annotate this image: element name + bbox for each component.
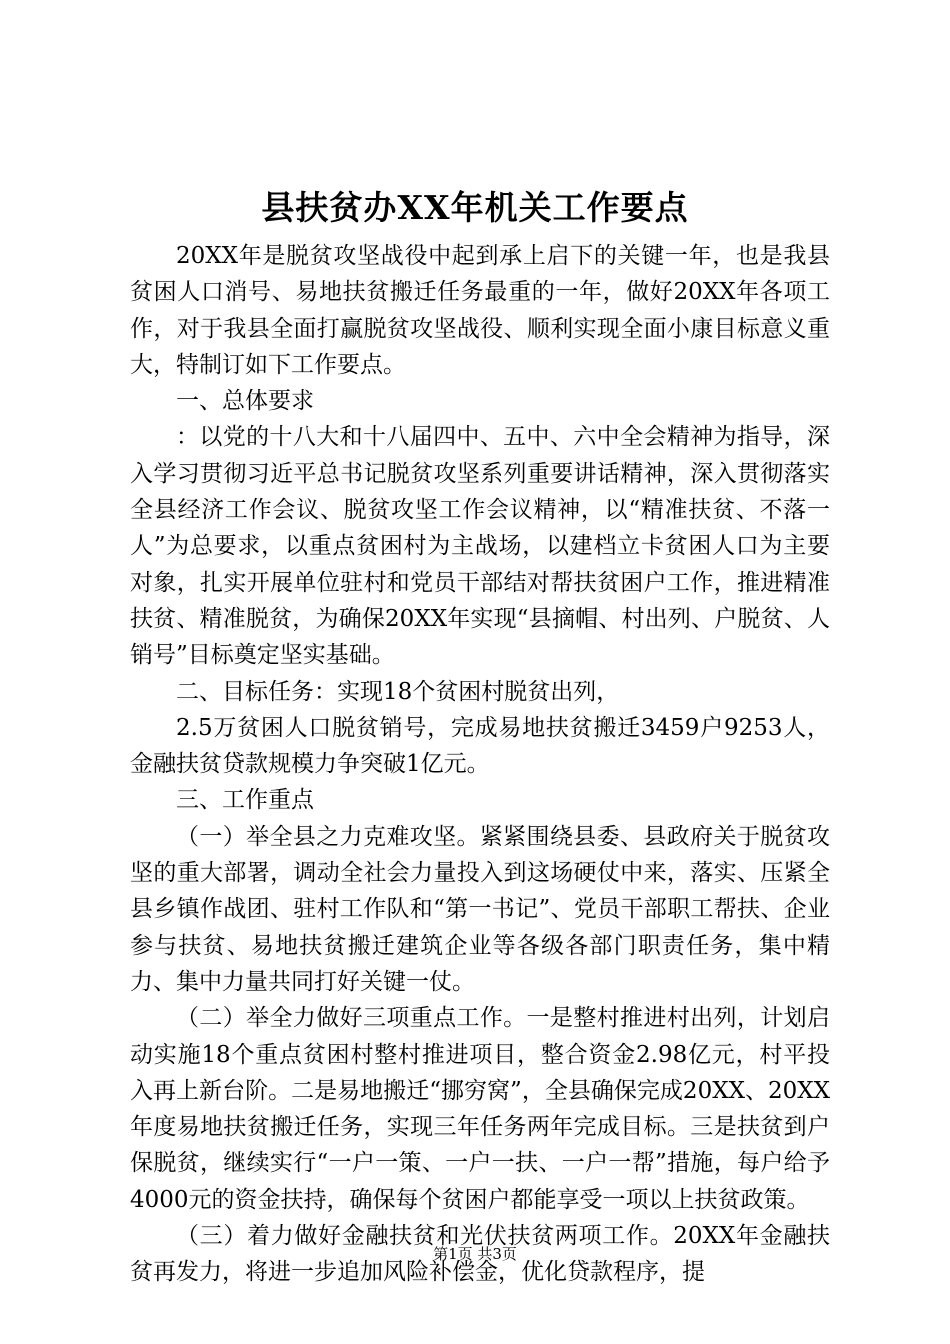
section-heading-goals: 二、目标任务：实现18个贫困村脱贫出列， <box>176 678 620 705</box>
paragraph-focus-2: （二）举全力做好三项重点工作。一是整村推进村出列，计划启动实施18个重点贫困村整村推进项目，整合资金2.98亿元，村平投入再上新台阶。二是易地搬迁“挪穷窝”，全县确保完成20XX、20XX年度易地扶贫搬迁任务，实现三年任务两年完成目标。三是扶贫到户保脱贫，继续实行“一户一策、一户一扶、一户一帮”措施，每户给予4000元的资金扶持，确保每个贫困户都能享受一项以上扶贫政策。 <box>130 1005 830 1213</box>
section-heading-focus: 三、工作重点 <box>176 787 314 814</box>
document-body <box>130 238 830 1291</box>
section-heading-overall: 一、总体要求 <box>176 388 314 415</box>
paragraph-intro: 20XX年是脱贫攻坚战役中起到承上启下的关键一年，也是我县贫困人口消号、易地扶贫搬迁任务最重的一年，做好20XX年各项工作，对于我县全面打赢脱贫攻坚战役、顺利实现全面小康目标意义重大，特制订如下工作要点。 <box>130 243 830 378</box>
paragraph-focus-1: （一）举全县之力克难攻坚。紧紧围绕县委、县政府关于脱贫攻坚的重大部署，调动全社会力量投入到这场硬仗中来，落实、压紧全县乡镇作战团、驻村工作队和“第一书记”、党员干部职工帮扶、企业参与扶贫、易地扶贫搬迁建筑企业等各级各部门职责任务，集中精力、集中力量共同打好关键一仗。 <box>130 823 830 995</box>
paragraph-goals: 2.5万贫困人口脱贫销号，完成易地扶贫搬迁3459户9253人，金融扶贫贷款规模力争突破1亿元。 <box>130 714 830 778</box>
paragraph-overall: ：以党的十八大和十八届四中、五中、六中全会精神为指导，深入学习贯彻习近平总书记脱贫攻坚系列重要讲话精神，深入贯彻落实全县经济工作会议、脱贫攻坚工作会议精神，以“精准扶贫、不落一人”为总要求，以重点贫困村为主战场，以建档立卡贫困人口为主要对象，扎实开展单位驻村和党员干部结对帮扶贫困户工作，推进精准扶贫、精准脱贫，为确保20XX年实现“县摘帽、村出列、户脱贫、人销号”目标奠定坚实基础。 <box>130 424 830 669</box>
paragraph-focus-3: （三）着力做好金融扶贫和光伏扶贫两项工作。20XX年金融扶贫再发力，将进一步追加风险补偿金，优化贷款程序，提 <box>130 1223 830 1286</box>
page-number: 第1页 共3页 <box>433 1245 517 1263</box>
document-title: 县扶贫办XX年机关工作要点 <box>261 188 689 227</box>
